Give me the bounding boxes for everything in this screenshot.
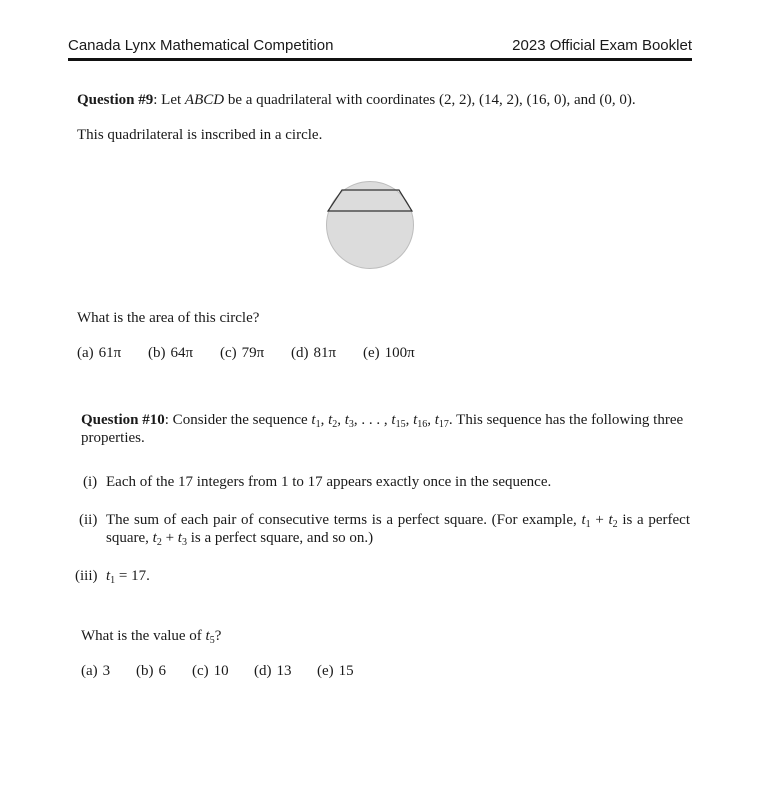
q9-line2: This quadrilateral is inscribed in a circle. xyxy=(77,127,323,143)
q10-prop-ii: The sum of each pair of consecutive terms is a perfect square. (For example, $t_1 + t_2$ is a perfect square, $t_2 + t_3$ is a perfect square, and so on.) xyxy=(106,512,690,548)
q10-prompt: Question #10: Consider the sequence $t_1$, $t_2$, $t_3$, . . . , $t_{15}$, $t_{16}$, $t_{17}$. This sequence has the following three properties. xyxy=(81,412,684,446)
q9-label: Question #9 xyxy=(77,92,154,108)
q10-option-b[interactable]: (b) 6 xyxy=(136,663,166,679)
q9-option-b[interactable]: (b) 64π xyxy=(148,345,194,361)
q10-question: What is the value of $t_5$? xyxy=(81,628,222,646)
q9-option-a[interactable]: (a) 61π xyxy=(77,345,122,361)
booklet-title: 2023 Official Exam Booklet xyxy=(512,37,692,54)
q10-label: Question #10 xyxy=(81,412,165,428)
q9-question: What is the area of this circle? xyxy=(77,310,260,326)
circle-figure xyxy=(320,175,420,275)
q10-prop-iii: $t_1 = 17$. xyxy=(106,568,150,586)
q10-option-c[interactable]: (c) 10 xyxy=(192,663,229,679)
competition-title: Canada Lynx Mathematical Competition xyxy=(68,37,334,54)
q10-prop-iii-num: (iii) xyxy=(75,568,98,584)
q9-option-d[interactable]: (d) 81π xyxy=(291,345,337,361)
q10-option-a[interactable]: (a) 3 xyxy=(81,663,111,679)
q9-option-e[interactable]: (e) 100π xyxy=(363,345,415,361)
q10-prop-ii-num: (ii) xyxy=(79,512,98,528)
q10-prop-i-num: (i) xyxy=(83,474,98,490)
page-header xyxy=(68,36,692,61)
q9-prompt: Question #9: Let ABCD be a quadrilateral with coordinates (2, 2), (14, 2), (16, 0), and (0, 0). xyxy=(77,92,636,108)
q9-abcd: ABCD xyxy=(184,92,225,108)
q10-prop-i: Each of the 17 integers from 1 to 17 appears exactly once in the sequence. xyxy=(106,474,552,490)
q9-option-c[interactable]: (c) 79π xyxy=(220,345,265,361)
q10-option-d[interactable]: (d) 13 xyxy=(254,663,292,679)
q10-option-e[interactable]: (e) 15 xyxy=(317,663,354,679)
